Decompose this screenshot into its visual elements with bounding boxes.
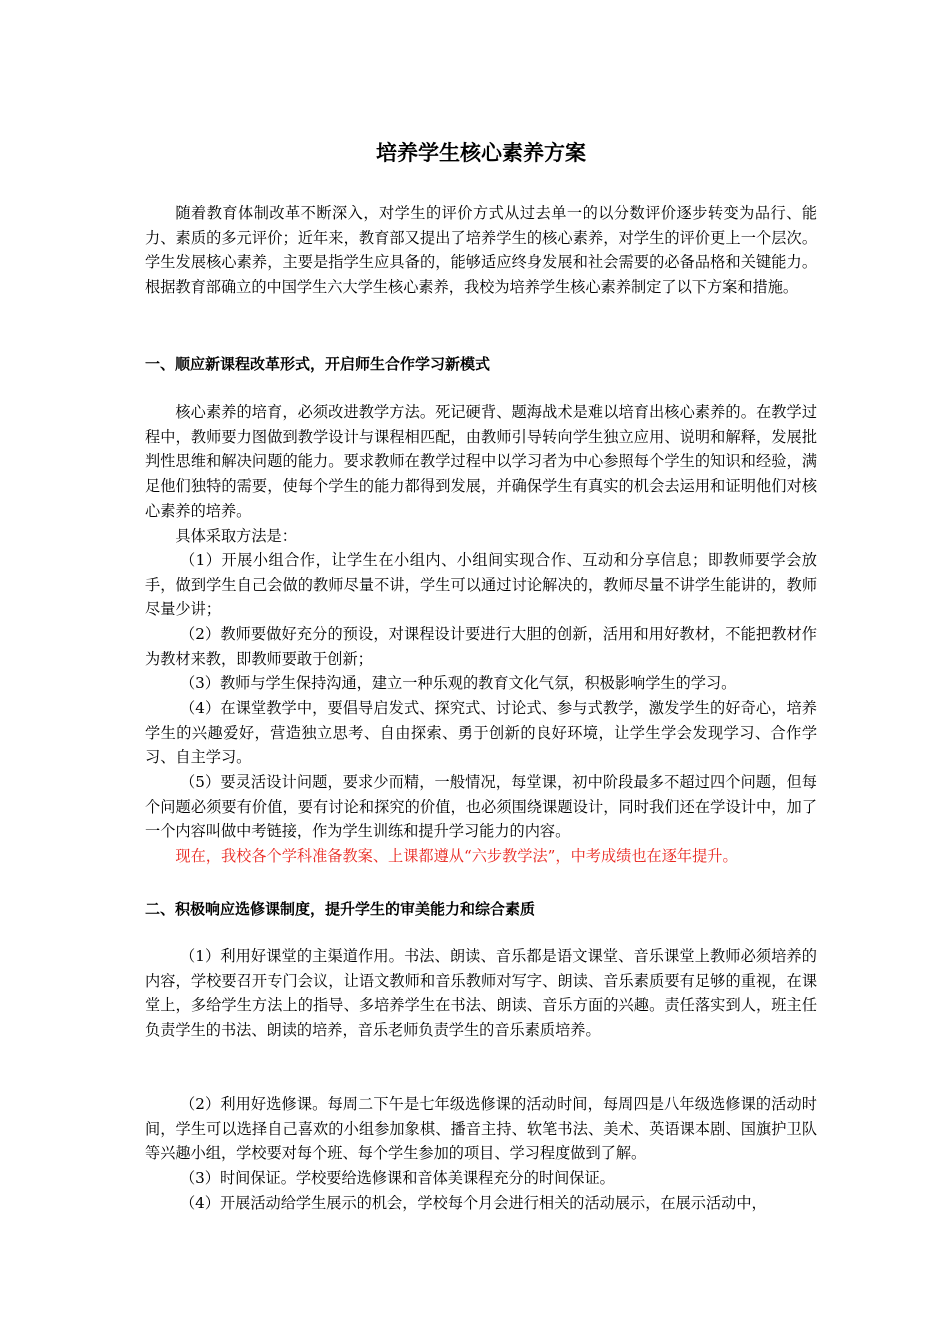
- elective-item-4: （4）开展活动给学生展示的机会，学校每个月会进行相关的活动展示，在展示活动中，: [179, 1194, 767, 1212]
- highlight-note: 现在，我校各个学科准备教案、上课都遵从“六步教学法”，中考成绩也在逐年提升。: [175, 847, 738, 865]
- elective-item-1: （1）利用好课堂的主渠道作用。书法、朗读、音乐都是语文课堂、音乐课堂上教师必须培养的内容，学校要召开专门会议，让语文教师和音乐教师对写字、朗读、音乐素质要有足够的重视，在课堂上，多给学生方法上的指导、多培养学生在书法、朗读、音乐方面的兴趣。责任落实到人，班主任负责学生的书法、朗读的培养，音乐老师负责学生的音乐素质培养。: [145, 947, 817, 1040]
- elective-item-2: （2）利用好选修课。每周二下午是七年级选修课的活动时间，每周四是八年级选修课的活动时间，学生可以选择自己喜欢的小组参加象棋、播音主持、软笔书法、美术、英语课本剧、国旗护卫队等兴趣小组，学校要对每个班、每个学生参加的项目、学习程度做到了解。: [145, 1095, 817, 1163]
- elective-item-3: （3）时间保证。学校要给选修课和音体美课程充分的时间保证。: [179, 1169, 615, 1187]
- methods-intro: 具体采取方法是：: [175, 527, 297, 545]
- section1-heading: 一、顺应新课程改革形式，开启师生合作学习新模式: [145, 355, 491, 373]
- section2-heading: 二、积极响应选修课制度，提升学生的审美能力和综合素质: [145, 900, 536, 918]
- intro-paragraph: 随着教育体制改革不断深入，对学生的评价方式从过去单一的以分数评价逐步转变为品行、能力、素质的多元评价；近年来，教育部又提出了培养学生的核心素养，对学生的评价更上一个层次。学生发展核心素养，主要是指学生应具备的，能够适应终身发展和社会需要的必备品格和关键能力。根据教育部确立的中国学生六大学生核心素养，我校为培养学生核心素养制定了以下方案和措施。: [145, 204, 817, 297]
- method-item-2: （2）教师要做好充分的预设，对课程设计要进行大胆的创新，活用和用好教材，不能把教材作为教材来教，即教师要敢于创新；: [145, 625, 817, 668]
- method-item-4: （4）在课堂教学中，要倡导启发式、探究式、讨论式、参与式教学，激发学生的好奇心，培养学生的兴趣爱好，营造独立思考、自由探索、勇于创新的良好环境，让学生学会发现学习、合作学习、自主学习。: [145, 699, 817, 767]
- document-title: 培养学生核心素养方案: [376, 141, 586, 165]
- method-item-1: （1）开展小组合作，让学生在小组内、小组间实现合作、互动和分享信息；即教师要学会放手，做到学生自己会做的教师尽量不讲，学生可以通过讨论解决的，教师尽量不讲学生能讲的，教师尽量少讲；: [145, 551, 817, 619]
- section1-paragraph: 核心素养的培育，必须改进教学方法。死记硬背、题海战术是难以培育出核心素养的。在教学过程中，教师要力图做到教学设计与课程相匹配，由教师引导转向学生独立应用、说明和解释，发展批判性思维和解决问题的能力。要求教师在教学过程中以学习者为中心参照每个学生的知识和经验，满足他们独特的需要，使每个学生的能力都得到发展，并确保学生有真实的机会去运用和证明他们对核心素养的培养。: [145, 403, 817, 520]
- method-item-5: （5）要灵活设计问题，要求少而精，一般情况，每堂课，初中阶段最多不超过四个问题，但每个问题必须要有价值，要有讨论和探究的价值，也必须围绕课题设计，同时我们还在学设计中，加了一个内容叫做中考链接，作为学生训练和提升学习能力的内容。: [145, 773, 817, 841]
- method-item-3: （3）教师与学生保持沟通，建立一种乐观的教育文化气氛，积极影响学生的学习。: [179, 674, 737, 692]
